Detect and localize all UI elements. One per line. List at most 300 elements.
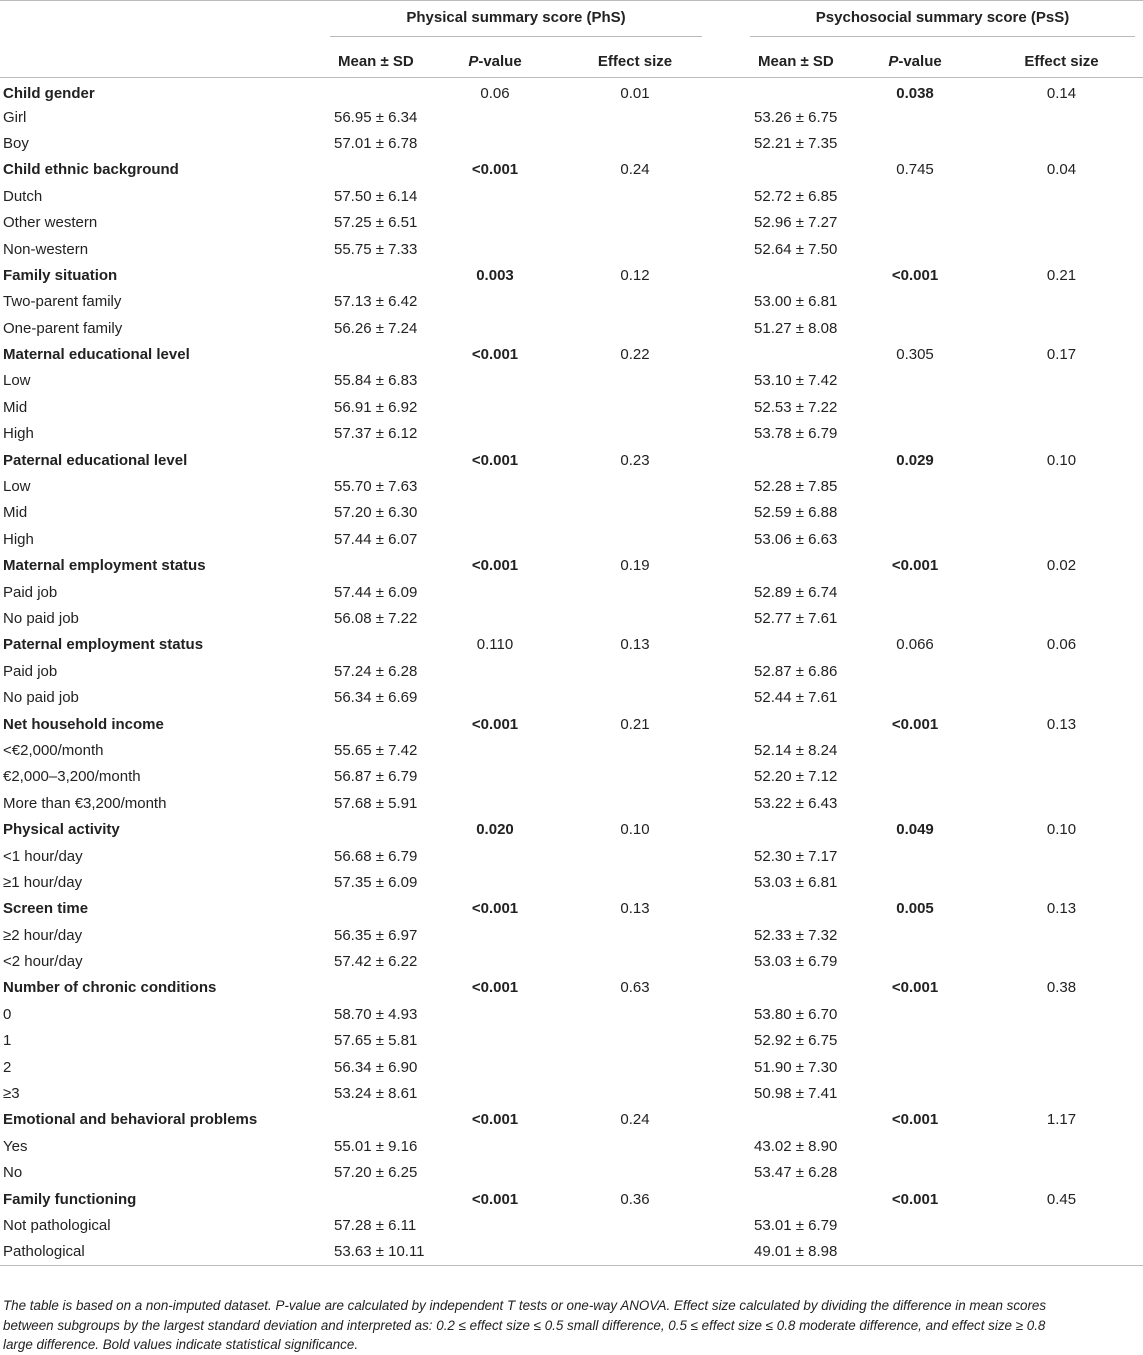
pss-p-value-cell <box>850 421 980 447</box>
phs-effect-size-cell <box>560 130 710 156</box>
phs-effect-size-cell: 0.24 <box>620 1111 650 1129</box>
pss-p-value-cell <box>850 183 980 209</box>
pss-mean-cell: 52.87 ± 6.86 <box>754 662 838 680</box>
pss-effect-size-cell <box>980 500 1143 526</box>
row-label: Other western <box>3 214 98 232</box>
pss-mean-header: Mean ± SD <box>750 45 850 78</box>
spacer-cell <box>710 553 750 579</box>
spacer-cell <box>710 262 750 288</box>
spacer-cell <box>710 684 750 710</box>
pss-effect-size-cell <box>980 1133 1143 1159</box>
phs-mean-cell: 56.95 ± 6.34 <box>334 108 418 126</box>
table-row <box>0 526 1143 552</box>
table-row <box>0 209 1143 235</box>
spacer-cell <box>710 711 750 737</box>
phs-p-value-cell: 0.003 <box>476 266 514 284</box>
table-row <box>0 1080 1143 1106</box>
pss-mean-cell <box>750 447 850 473</box>
pss-effect-size-cell <box>980 1080 1143 1106</box>
category-row <box>0 896 1143 922</box>
phs-p-value-cell: <0.001 <box>471 979 519 997</box>
phs-mean-cell: 57.65 ± 5.81 <box>334 1032 418 1050</box>
pss-p-value-cell <box>850 684 980 710</box>
pss-p-value-cell <box>850 1212 980 1238</box>
row-label: One-parent family <box>3 319 123 337</box>
spacer-cell <box>710 632 750 658</box>
phs-p-value-cell <box>430 605 560 631</box>
phs-effect-size-cell: 0.10 <box>620 821 650 839</box>
phs-mean-cell: 57.68 ± 5.91 <box>334 794 418 812</box>
pss-p-value-cell: 0.049 <box>896 821 934 839</box>
pss-p-value-cell <box>850 104 980 130</box>
phs-mean-cell: 57.44 ± 6.07 <box>334 530 418 548</box>
phs-p-value-cell <box>430 1239 560 1265</box>
spacer-cell <box>710 948 750 974</box>
phs-effect-size-cell <box>560 104 710 130</box>
phs-mean-cell <box>330 632 430 658</box>
phs-effect-size-cell <box>560 1028 710 1054</box>
phs-effect-size-cell: 0.22 <box>620 346 650 364</box>
phs-mean-cell: 58.70 ± 4.93 <box>334 1005 418 1023</box>
phs-mean-header: Mean ± SD <box>330 45 430 78</box>
table-row <box>0 236 1143 262</box>
pss-p-value-cell <box>850 1054 980 1080</box>
table-row <box>0 1212 1143 1238</box>
phs-mean-cell <box>330 341 430 367</box>
row-label: No paid job <box>3 689 79 707</box>
table-row <box>0 1001 1143 1027</box>
category-row <box>0 1186 1143 1212</box>
category-row <box>0 447 1143 473</box>
phs-mean-cell <box>330 975 430 1001</box>
phs-p-value-cell <box>430 394 560 420</box>
pss-effect-size-cell: 0.45 <box>1046 1190 1077 1208</box>
row-label: Not pathological <box>3 1216 111 1234</box>
phs-p-value-cell <box>430 1054 560 1080</box>
pss-effect-size-cell: 0.17 <box>1046 346 1077 364</box>
pss-effect-size-cell: 0.04 <box>1046 161 1077 179</box>
pss-mean-cell <box>750 78 850 104</box>
spacer-cell <box>710 104 750 130</box>
phs-effect-size-cell: 0.24 <box>620 161 650 179</box>
pss-p-value-cell <box>850 922 980 948</box>
pss-p-value-cell <box>850 1028 980 1054</box>
pss-effect-size-cell <box>980 315 1143 341</box>
row-label: High <box>3 530 34 548</box>
phs-mean-cell: 57.50 ± 6.14 <box>334 187 418 205</box>
row-label: €2,000–3,200/month <box>3 768 141 786</box>
phs-effect-size-cell <box>560 1133 710 1159</box>
phs-p-value-cell <box>430 948 560 974</box>
row-label: Child gender <box>3 85 95 103</box>
category-row <box>0 78 1143 104</box>
pss-p-value-cell <box>850 579 980 605</box>
row-label: Family functioning <box>3 1190 137 1208</box>
table-row <box>0 948 1143 974</box>
pss-mean-cell: 53.80 ± 6.70 <box>754 1005 838 1023</box>
phs-p-value-cell <box>430 1028 560 1054</box>
phs-p-value-cell <box>430 1001 560 1027</box>
table-row <box>0 1160 1143 1186</box>
phs-mean-cell: 53.24 ± 8.61 <box>334 1085 418 1103</box>
spacer-cell <box>710 764 750 790</box>
table-row <box>0 183 1143 209</box>
pss-effect-size-cell <box>980 790 1143 816</box>
pss-p-value-cell <box>850 473 980 499</box>
pss-mean-cell <box>750 896 850 922</box>
pss-p-value-cell <box>850 605 980 631</box>
category-row <box>0 632 1143 658</box>
pss-mean-cell: 52.77 ± 7.61 <box>754 610 838 627</box>
pss-effect-size-cell <box>980 183 1143 209</box>
spacer-cell <box>710 737 750 763</box>
spacer-cell <box>710 394 750 420</box>
phs-effect-size-cell: 0.01 <box>620 85 650 103</box>
pss-effect-size-cell <box>980 605 1143 631</box>
spacer-cell <box>710 922 750 948</box>
row-label: Boy <box>3 134 29 152</box>
phs-effect-size-cell <box>560 473 710 499</box>
phs-p-value-cell <box>430 869 560 895</box>
pss-mean-cell: 53.03 ± 6.79 <box>754 953 838 971</box>
pss-effect-size-cell: 0.06 <box>1046 636 1077 654</box>
phs-p-value-cell <box>430 183 560 209</box>
phs-mean-cell <box>330 896 430 922</box>
phs-mean-cell: 57.13 ± 6.42 <box>334 293 418 311</box>
phs-p-value-cell <box>430 315 560 341</box>
table-row <box>0 1054 1143 1080</box>
phs-effect-size-cell <box>560 922 710 948</box>
pss-mean-cell: 52.21 ± 7.35 <box>754 134 838 152</box>
phs-effect-size-cell <box>560 394 710 420</box>
category-row <box>0 1107 1143 1133</box>
phs-effect-size-cell <box>560 684 710 710</box>
phs-mean-cell: 57.24 ± 6.28 <box>334 662 418 680</box>
pss-p-value-cell: <0.001 <box>891 979 939 997</box>
pss-p-value-cell <box>850 130 980 156</box>
phs-effect-size-cell: 0.36 <box>620 1190 650 1208</box>
pss-mean-cell: 52.53 ± 7.22 <box>754 398 838 416</box>
phs-effect-size-cell <box>560 1160 710 1186</box>
phs-effect-size-cell <box>560 315 710 341</box>
row-label: <1 hour/day <box>3 847 83 865</box>
phs-p-value-cell <box>430 658 560 684</box>
row-label: Maternal educational level <box>3 346 190 364</box>
pss-p-value-cell <box>850 209 980 235</box>
phs-mean-cell: 55.75 ± 7.33 <box>334 240 418 258</box>
table-row <box>0 104 1143 130</box>
pss-p-value-cell <box>850 500 980 526</box>
pss-effect-size-cell <box>980 394 1143 420</box>
spacer-cell <box>710 368 750 394</box>
pss-p-value-cell <box>850 1160 980 1186</box>
phs-p-value-cell <box>430 130 560 156</box>
spacer-cell <box>710 579 750 605</box>
spacer-cell <box>710 790 750 816</box>
phs-mean-cell: 56.68 ± 6.79 <box>334 847 418 865</box>
phs-p-value-cell: <0.001 <box>471 346 519 364</box>
pss-effect-size-cell <box>980 236 1143 262</box>
phs-p-value-cell <box>430 1080 560 1106</box>
phs-effect-size-cell <box>560 869 710 895</box>
row-label: Low <box>3 372 31 390</box>
pss-mean-cell <box>750 632 850 658</box>
pss-effect-size-cell <box>980 1028 1143 1054</box>
category-row <box>0 553 1143 579</box>
pss-effect-size-cell <box>980 684 1143 710</box>
row-label: Paternal educational level <box>3 451 188 469</box>
pss-mean-cell <box>750 262 850 288</box>
pss-mean-cell: 51.90 ± 7.30 <box>754 1058 838 1076</box>
spacer-cell <box>710 421 750 447</box>
phs-mean-cell: 55.01 ± 9.16 <box>334 1137 418 1155</box>
pss-effect-size-cell: 0.13 <box>1046 715 1077 733</box>
pss-p-value-cell <box>850 236 980 262</box>
phs-p-value-cell <box>430 764 560 790</box>
phs-effect-size-cell <box>560 289 710 315</box>
phs-mean-cell <box>330 157 430 183</box>
row-label: No <box>3 1164 23 1182</box>
table-row <box>0 764 1143 790</box>
table-row <box>0 394 1143 420</box>
pss-mean-cell: 52.96 ± 7.27 <box>754 214 838 232</box>
column-header-row <box>0 45 1143 78</box>
phs-p-value-cell <box>430 1160 560 1186</box>
phs-p-value-cell: <0.001 <box>471 161 519 179</box>
phs-mean-cell: 57.42 ± 6.22 <box>334 953 418 971</box>
category-row <box>0 262 1143 288</box>
phs-effect-size-cell <box>560 843 710 869</box>
pss-mean-cell: 51.27 ± 8.08 <box>754 319 838 337</box>
phs-effect-size-cell <box>560 605 710 631</box>
phs-p-value-cell: 0.06 <box>480 85 510 103</box>
phs-p-value-cell <box>430 236 560 262</box>
row-label: <€2,000/month <box>3 741 104 759</box>
phs-effect-size-cell <box>560 368 710 394</box>
pss-p-value-cell <box>850 843 980 869</box>
table-row <box>0 658 1143 684</box>
pss-mean-cell: 52.28 ± 7.85 <box>754 478 838 496</box>
phs-mean-cell: 56.08 ± 7.22 <box>334 610 418 627</box>
phs-p-value-cell <box>430 500 560 526</box>
pss-mean-cell: 52.33 ± 7.32 <box>754 926 838 944</box>
pss-p-value-cell: 0.038 <box>896 85 934 103</box>
table-row <box>0 790 1143 816</box>
pss-mean-cell <box>750 553 850 579</box>
row-label: 0 <box>3 1005 12 1023</box>
pss-p-value-cell <box>850 764 980 790</box>
table-row <box>0 737 1143 763</box>
pss-p-value-cell <box>850 1080 980 1106</box>
row-label: High <box>3 425 34 443</box>
row-label: Yes <box>3 1137 28 1155</box>
spacer-cell <box>710 869 750 895</box>
pss-p-value-cell <box>850 1133 980 1159</box>
pss-mean-cell: 53.47 ± 6.28 <box>754 1164 838 1182</box>
phs-p-value-cell: 0.110 <box>476 636 514 654</box>
pss-group-header: Psychosocial summary score (PsS) <box>750 1 1143 46</box>
row-label: Net household income <box>3 715 164 733</box>
pss-p-value-cell <box>850 948 980 974</box>
spacer-cell <box>710 526 750 552</box>
table-row <box>0 1239 1143 1265</box>
phs-effect-size-cell <box>560 236 710 262</box>
pss-effect-size-cell <box>980 289 1143 315</box>
pss-effect-size-cell <box>980 658 1143 684</box>
phs-mean-cell: 55.65 ± 7.42 <box>334 741 418 759</box>
phs-mean-cell: 57.37 ± 6.12 <box>334 425 418 443</box>
pss-mean-cell <box>750 1186 850 1212</box>
phs-mean-cell: 55.84 ± 6.83 <box>334 372 418 390</box>
pss-mean-cell: 53.22 ± 6.43 <box>754 794 838 812</box>
pss-p-value-cell: <0.001 <box>891 715 939 733</box>
pss-mean-cell: 53.26 ± 6.75 <box>754 108 838 126</box>
phs-mean-cell <box>330 1107 430 1133</box>
pss-mean-cell: 52.89 ± 6.74 <box>754 583 838 601</box>
pss-effect-size-cell <box>980 473 1143 499</box>
spacer-cell <box>710 1239 750 1265</box>
phs-group-header: Physical summary score (PhS) <box>330 1 710 46</box>
pss-p-value-cell: 0.066 <box>896 636 934 654</box>
phs-p-value-cell <box>430 473 560 499</box>
phs-p-value-cell: <0.001 <box>471 451 519 469</box>
pss-effect-size-cell <box>980 1054 1143 1080</box>
table-footnote <box>3 1296 1133 1355</box>
category-row <box>0 157 1143 183</box>
phs-effect-size-cell <box>560 183 710 209</box>
pss-mean-cell: 53.03 ± 6.81 <box>754 873 838 891</box>
pss-p-header: P-value <box>850 45 980 78</box>
pss-effect-size-cell <box>980 209 1143 235</box>
spacer-cell <box>710 157 750 183</box>
phs-mean-cell: 56.87 ± 6.79 <box>334 768 418 786</box>
spacer-cell <box>710 500 750 526</box>
table-row <box>0 130 1143 156</box>
row-label: Mid <box>3 504 28 522</box>
spacer-cell <box>710 843 750 869</box>
row-label: 1 <box>3 1032 12 1050</box>
pss-mean-cell <box>750 1107 850 1133</box>
row-label: Emotional and behavioral problems <box>3 1111 258 1129</box>
spacer-cell <box>710 975 750 1001</box>
phs-effect-size-cell <box>560 1080 710 1106</box>
phs-p-value-cell <box>430 843 560 869</box>
pss-effect-size-cell <box>980 1239 1143 1265</box>
row-label: Low <box>3 478 31 496</box>
pss-mean-cell: 52.64 ± 7.50 <box>754 240 838 258</box>
footnote-line: between subgroups by the largest standard deviation and interpreted as: 0.2 ≤ effect size ≤ 0.5 small difference, 0.5 ≤ effect size ≤ 0.8 moderate difference, and effect size ≥ 0.8 <box>3 1317 1046 1333</box>
row-label: Dutch <box>3 187 43 205</box>
phs-p-value-cell <box>430 209 560 235</box>
pss-effect-size-cell <box>980 526 1143 552</box>
phs-p-value-cell: <0.001 <box>471 900 519 918</box>
phs-effect-size-cell <box>560 658 710 684</box>
phs-mean-cell <box>330 1186 430 1212</box>
phs-effect-size-cell <box>560 421 710 447</box>
category-row <box>0 711 1143 737</box>
pss-effect-size-cell <box>980 869 1143 895</box>
phs-p-value-cell <box>430 922 560 948</box>
pss-mean-cell: 53.01 ± 6.79 <box>754 1216 838 1234</box>
phs-effect-size-cell <box>560 1054 710 1080</box>
pss-effect-size-cell <box>980 843 1143 869</box>
spacer-cell <box>710 1107 750 1133</box>
phs-effect-size-cell <box>560 1239 710 1265</box>
pss-mean-cell: 52.44 ± 7.61 <box>754 689 838 707</box>
pss-p-value-cell: 0.005 <box>896 900 934 918</box>
table-row <box>0 1133 1143 1159</box>
pss-p-value-cell <box>850 1239 980 1265</box>
spacer-cell <box>710 1186 750 1212</box>
row-label: No paid job <box>3 610 79 627</box>
spacer-cell <box>710 1160 750 1186</box>
row-label: Paternal employment status <box>3 636 204 654</box>
pss-effect-size-cell <box>980 1160 1143 1186</box>
phs-p-value-cell <box>430 790 560 816</box>
row-label: ≥2 hour/day <box>3 926 83 944</box>
row-label: Paid job <box>3 583 58 601</box>
pss-effect-size-cell <box>980 1001 1143 1027</box>
phs-effect-size-cell <box>560 790 710 816</box>
pss-effect-size-cell: 0.13 <box>1046 900 1077 918</box>
phs-mean-cell: 57.01 ± 6.78 <box>334 134 418 152</box>
row-label: Physical activity <box>3 821 120 839</box>
phs-effect-size-cell: 0.13 <box>620 636 650 654</box>
phs-mean-cell: 57.20 ± 6.30 <box>334 504 418 522</box>
spacer-cell <box>710 209 750 235</box>
phs-mean-cell: 55.70 ± 7.63 <box>334 478 418 496</box>
phs-effect-size-cell <box>560 209 710 235</box>
phs-effect-size-cell <box>560 948 710 974</box>
row-label: More than €3,200/month <box>3 794 167 812</box>
pss-p-value-cell: <0.001 <box>891 1190 939 1208</box>
pss-effect-size-cell <box>980 922 1143 948</box>
pss-p-value-cell <box>850 394 980 420</box>
pss-mean-cell: 52.30 ± 7.17 <box>754 847 838 865</box>
phs-effect-size-cell: 0.19 <box>620 557 650 575</box>
phs-effect-size-cell <box>560 764 710 790</box>
phs-effect-size-cell <box>560 526 710 552</box>
spacer-cell <box>710 341 750 367</box>
pss-mean-cell <box>750 975 850 1001</box>
spacer-cell <box>710 1054 750 1080</box>
phs-p-value-cell <box>430 1212 560 1238</box>
row-label: Mid <box>3 398 28 416</box>
row-label: ≥1 hour/day <box>3 873 83 891</box>
pss-effect-header: Effect size <box>980 45 1143 78</box>
pss-mean-cell <box>750 816 850 842</box>
row-label: Child ethnic background <box>3 161 179 179</box>
phs-effect-size-cell: 0.12 <box>620 266 650 284</box>
spacer-cell <box>710 183 750 209</box>
pss-effect-size-cell: 0.10 <box>1046 821 1077 839</box>
spacer-cell <box>710 1001 750 1027</box>
phs-p-value-cell <box>430 526 560 552</box>
spacer-cell <box>710 658 750 684</box>
table-row <box>0 421 1143 447</box>
phs-p-value-cell <box>430 289 560 315</box>
table-row <box>0 605 1143 631</box>
row-label: Girl <box>3 108 27 126</box>
table-row <box>0 843 1143 869</box>
row-label: Non-western <box>3 240 89 258</box>
table-row <box>0 869 1143 895</box>
pss-p-value-cell <box>850 1001 980 1027</box>
row-label: Family situation <box>3 266 118 284</box>
spacer-cell <box>710 78 750 104</box>
phs-mean-cell <box>330 78 430 104</box>
group-header-row <box>0 1 1143 46</box>
